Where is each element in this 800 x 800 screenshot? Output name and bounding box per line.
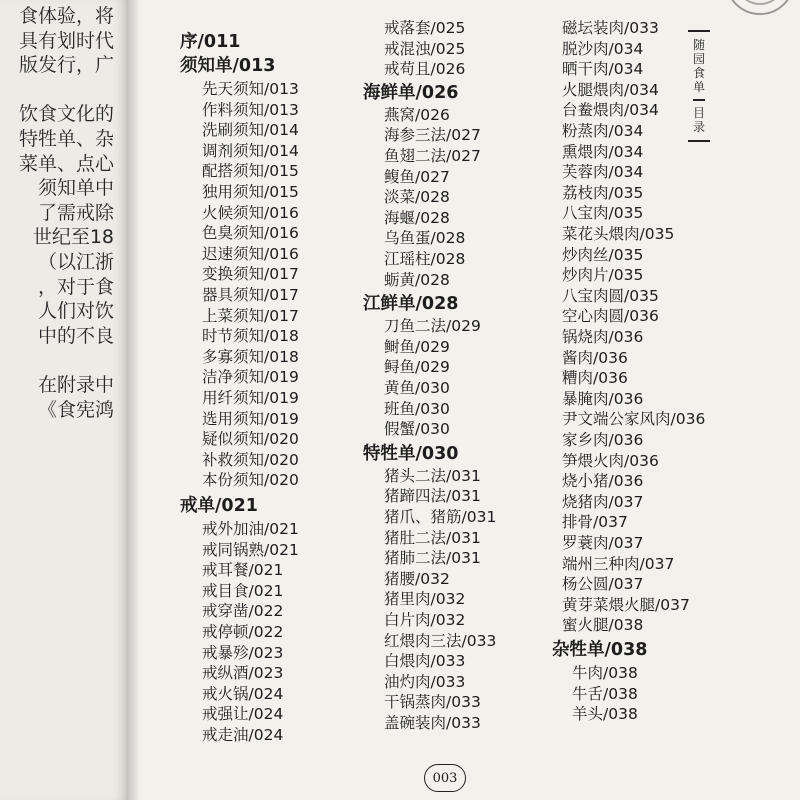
toc-entry: 戒穿凿/022 <box>202 602 284 621</box>
toc-entry: 炒肉片/035 <box>562 266 644 285</box>
side-tab-label <box>688 30 710 142</box>
left-page-line: 中的不良 <box>37 324 114 347</box>
toc-entry: 猪肚二法/031 <box>384 528 481 547</box>
left-page-line: 了需戒除 <box>37 201 114 224</box>
side-tab-char: 录 <box>692 120 705 134</box>
book-gutter <box>128 0 140 800</box>
toc-entry: 作料须知/013 <box>202 100 299 119</box>
toc-entry: 杨公圆/037 <box>562 575 644 594</box>
toc-entry: 鲥鱼/029 <box>384 337 450 356</box>
toc-entry: 黄鱼/030 <box>384 379 450 397</box>
toc-section-heading: 特牲单/030 <box>363 443 459 464</box>
page-number <box>424 764 466 792</box>
toc-entry: 戒强让/024 <box>202 705 284 724</box>
toc-entry: 菜花头煨肉/035 <box>562 225 675 243</box>
left-page-line: 具有划时代 <box>18 29 114 52</box>
toc-entry: 鳆鱼/027 <box>384 167 450 186</box>
toc-entry: 晒干肉/034 <box>562 60 644 79</box>
left-page-line: 人们对饮 <box>37 300 114 323</box>
toc-entry: 独用须知/015 <box>202 183 299 201</box>
toc-entry: 戒纵酒/023 <box>202 664 284 683</box>
left-page-line: 在附录中 <box>37 374 114 396</box>
left-page-line: 须知单中 <box>37 177 114 200</box>
toc-entry: 变换须知/017 <box>202 265 299 284</box>
toc-entry: 脱沙肉/034 <box>562 39 644 58</box>
toc-entry: 戒混浊/025 <box>384 39 466 58</box>
left-page-line: 世纪至18 <box>32 226 114 249</box>
toc-entry: 上菜须知/017 <box>202 306 299 325</box>
toc-entry: 炒肉丝/035 <box>562 245 644 264</box>
toc-entry: 盖碗装肉/033 <box>384 714 481 732</box>
toc-entry: 火候须知/016 <box>202 203 299 222</box>
left-page <box>0 0 128 800</box>
toc-entry: 猪蹄四法/031 <box>384 487 481 506</box>
toc-entry: 戒苟且/026 <box>384 60 466 79</box>
toc-entry: 芙蓉肉/034 <box>562 163 644 182</box>
side-tab-char: 随 <box>692 38 705 52</box>
toc-section-heading: 海鲜单/026 <box>363 82 459 103</box>
side-tab-char: 园 <box>692 52 705 66</box>
toc-entry: 疑似须知/020 <box>202 430 299 449</box>
toc-entry: 戒同锅熟/021 <box>202 540 299 559</box>
side-tab-char: 单 <box>692 80 705 94</box>
toc-entry: 酱肉/036 <box>562 348 628 367</box>
toc-entry: 洗刷须知/014 <box>202 121 299 140</box>
toc-entry: 火腿煨肉/034 <box>562 80 659 99</box>
toc-entry: 补救须知/020 <box>202 450 299 469</box>
toc-section-heading: 戒单/021 <box>180 496 258 516</box>
toc-entry: 器具须知/017 <box>202 286 299 304</box>
toc-entry: 牛肉/038 <box>572 664 638 682</box>
toc-entry: 猪头二法/031 <box>384 466 481 485</box>
toc-entry: 色臭须知/016 <box>202 224 299 243</box>
toc-entry: 台鲞煨肉/034 <box>562 101 659 120</box>
toc-entry: 尹文端公家风肉/036 <box>562 410 706 429</box>
toc-entry: 戒耳餐/021 <box>202 561 284 580</box>
toc-entry: 洁净须知/019 <box>202 368 299 387</box>
left-page-line: 《食宪鸿 <box>37 398 114 421</box>
toc-section-heading: 江鲜单/028 <box>363 294 459 315</box>
toc-entry: 戒暴殄/023 <box>202 643 284 662</box>
toc-entry: 黄芽菜煨火腿/037 <box>562 595 690 614</box>
toc-entry: 白片肉/032 <box>384 611 466 629</box>
toc-entry: 海蝘/028 <box>384 208 450 227</box>
toc-entry: 调剂须知/014 <box>202 141 299 160</box>
toc-entry: 烧小猪/036 <box>562 472 644 491</box>
toc-entry: 乌鱼蛋/028 <box>384 229 466 248</box>
toc-entry: 时节须知/018 <box>202 327 299 346</box>
toc-entry: 海参三法/027 <box>384 126 481 145</box>
toc-entry: 戒落套/025 <box>384 19 466 37</box>
toc-entry: 家乡肉/036 <box>562 431 644 449</box>
toc-entry: 空心肉圆/036 <box>562 307 659 326</box>
toc-entry: 江瑶柱/028 <box>384 250 466 268</box>
side-tab-separator <box>693 99 705 101</box>
page-number-text: 003 <box>432 770 458 786</box>
toc-entry: 班鱼/030 <box>384 399 450 418</box>
toc-entry: 八宝肉/035 <box>562 204 644 223</box>
toc-entry: 羊头/038 <box>572 705 638 724</box>
side-tab-char: 食 <box>692 66 705 80</box>
toc-entry: 鱼翅二法/027 <box>384 147 481 165</box>
toc-entry: 猪里肉/032 <box>384 590 466 609</box>
toc-entry: 戒目食/021 <box>202 581 284 600</box>
toc-entry: 多寡须知/018 <box>202 347 299 366</box>
toc-entry: 粉蒸肉/034 <box>562 122 644 140</box>
toc-entry: 用纤须知/019 <box>202 389 299 407</box>
toc-entry: 罗蓑肉/037 <box>562 534 644 552</box>
toc-entry: 淡菜/028 <box>384 188 450 207</box>
toc-entry: 排骨/037 <box>562 513 628 532</box>
toc-section-heading: 杂牲单/038 <box>552 640 648 660</box>
toc-entry: 红煨肉三法/033 <box>384 631 497 650</box>
toc-entry: 磁坛装肉/033 <box>562 19 659 37</box>
toc-entry: 暴腌肉/036 <box>562 389 644 408</box>
left-page-line: （以江浙 <box>37 251 114 273</box>
toc-entry: 白煨肉/033 <box>384 652 466 671</box>
toc-entry: 刀鱼二法/029 <box>384 317 481 336</box>
toc-entry: 烧猪肉/037 <box>562 492 644 511</box>
toc-entry: 油灼肉/033 <box>384 672 466 691</box>
toc-entry: 干锅蒸肉/033 <box>384 693 481 712</box>
toc-entry: 蜜火腿/038 <box>562 616 644 635</box>
toc-entry: 戒外加油/021 <box>202 520 299 538</box>
toc-entry: 猪肺二法/031 <box>384 549 481 568</box>
toc-entry: 荔枝肉/035 <box>562 183 644 202</box>
toc-entry: 八宝肉圆/035 <box>562 286 659 305</box>
left-page-line: 饮食文化的 <box>18 103 114 126</box>
side-tab-char: 目 <box>692 106 705 120</box>
toc-entry: 假蟹/030 <box>384 420 450 439</box>
toc-entry: 戒停顿/022 <box>202 623 284 641</box>
toc-entry: 猪腰/032 <box>384 569 450 588</box>
toc-entry: 熏煨肉/034 <box>562 142 644 161</box>
toc-entry: 牛舌/038 <box>572 684 638 703</box>
toc-entry: 蛎黄/028 <box>384 270 450 289</box>
toc-preface: 序/011 <box>180 32 241 52</box>
toc-entry: 戒走油/024 <box>202 726 284 744</box>
toc-entry: 配搭须知/015 <box>202 162 299 181</box>
toc-section-heading: 须知单/013 <box>180 56 276 76</box>
left-page-line: 菜单、点心 <box>18 152 114 175</box>
toc-entry: 燕窝/026 <box>384 105 450 124</box>
left-page-line: ，对于食 <box>37 275 114 298</box>
left-page-line: 特牲单、杂 <box>18 128 114 150</box>
toc-entry: 迟速须知/016 <box>202 244 299 263</box>
toc-entry: 猪爪、猪筋/031 <box>384 508 497 526</box>
toc-entry: 笋煨火肉/036 <box>562 451 659 470</box>
toc-entry: 端州三种肉/037 <box>562 554 675 573</box>
toc-entry: 糟肉/036 <box>562 369 628 388</box>
toc-entry: 鲟鱼/029 <box>384 358 450 377</box>
toc-entry: 选用须知/019 <box>202 409 299 428</box>
toc-entry: 锅烧肉/036 <box>562 328 644 346</box>
toc-entry: 先天须知/013 <box>202 80 299 98</box>
left-page-line: 食体验，将 <box>18 5 114 27</box>
toc-entry: 本份须知/020 <box>202 471 299 490</box>
left-page-line: 版发行，广 <box>18 54 114 77</box>
toc-entry: 戒火锅/024 <box>202 684 284 703</box>
